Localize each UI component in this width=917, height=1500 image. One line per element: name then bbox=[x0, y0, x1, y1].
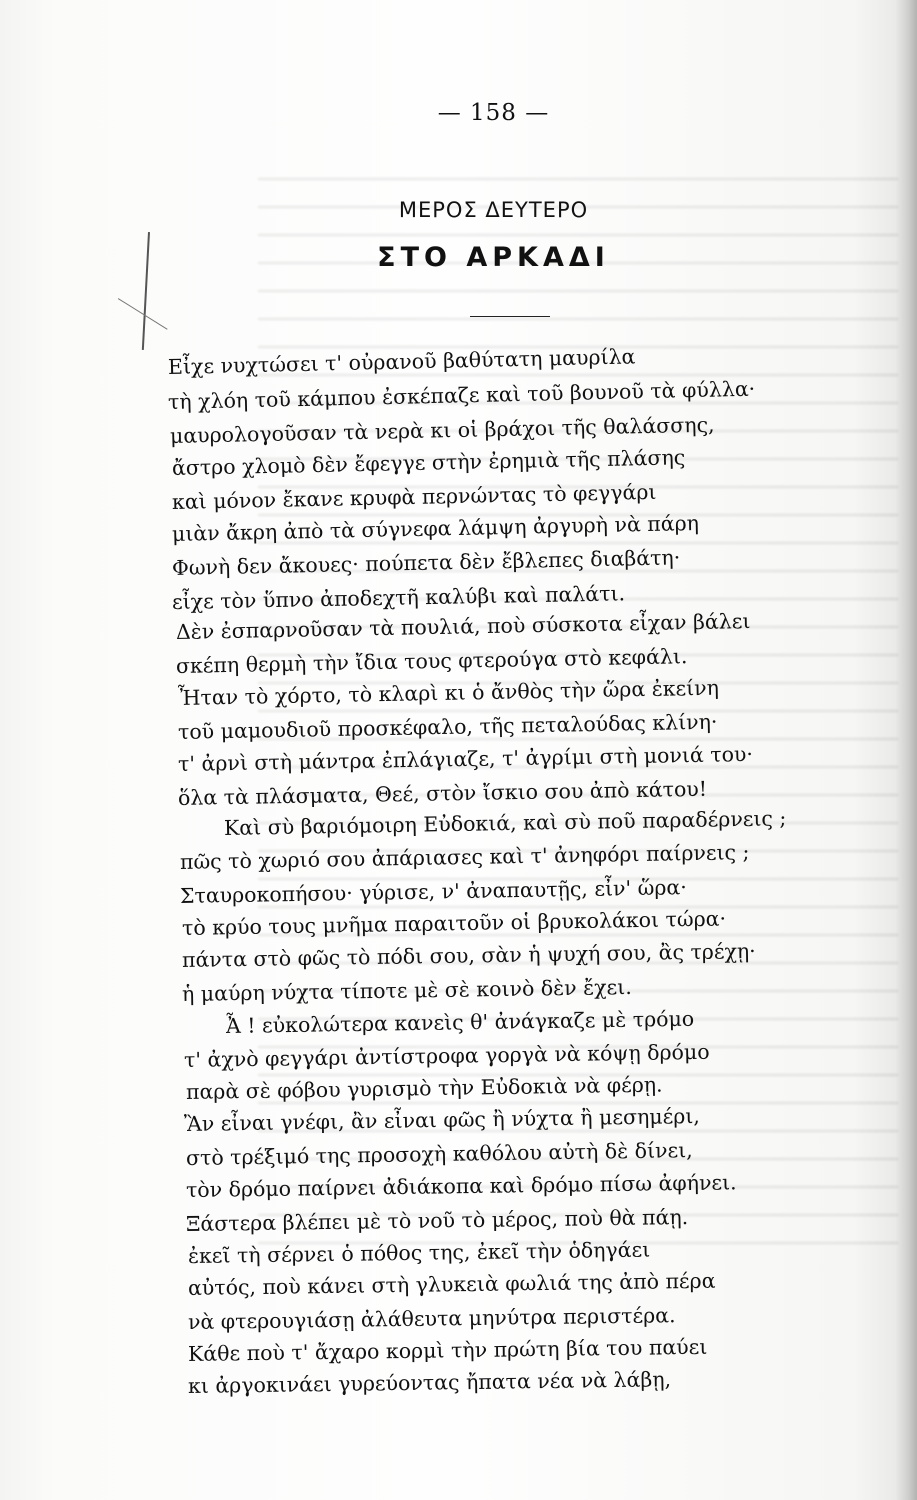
poem-line: Ξάστερα βλέπει μὲ τὸ νοῦ τὸ μέρος, ποὺ θὰ πάῃ. bbox=[185, 1204, 689, 1236]
poem-line: καὶ μόνον ἔκανε κρυφὰ περνώντας τὸ φεγγάρι bbox=[171, 479, 657, 514]
poem-line: τοῦ μαμουδιοῦ προσκέφαλο, τῆς πεταλούδας κλίνη· bbox=[177, 709, 718, 744]
part-title: ΜΕΡΟΣ ΔΕΥΤΕΡΟ bbox=[398, 198, 589, 222]
poem-line: κι ἀργοκινάει γυρεύοντας ἤπατα νέα νὰ λάβῃ, bbox=[187, 1367, 672, 1398]
poem-line: εἶχε τὸν ὕπνο ἀποδεχτῆ καλύβι καὶ παλάτι. bbox=[171, 581, 626, 614]
poem-line: τ' ἀρνὶ στὴ μάντρα ἐπλάγιαζε, τ' ἀγρίμι στὴ μονιά του· bbox=[177, 741, 754, 776]
poem-line: ἐκεῖ τὴ σέρνει ὁ πόθος της, ἐκεῖ τὴν ὁδηγάει bbox=[187, 1237, 651, 1268]
poem-line: τὴ χλόη τοῦ κάμπου ἐσκέπαζε καὶ τοῦ βουνοῦ τὰ φύλλα· bbox=[167, 376, 756, 414]
poem-line: μαυρολογοῦσαν τὰ νερὰ κι οἱ βράχοι τῆς θαλάσσης, bbox=[169, 412, 715, 448]
poem-line: αὐτός, ποὺ κάνει στὴ γλυκειὰ φωλιά της ἀπὸ πέρα bbox=[187, 1268, 716, 1300]
poem-line: Εἶχε νυχτώσει τ' οὐρανοῦ βαθύτατη μαυρίλα bbox=[167, 344, 636, 379]
poem-line: νὰ φτερουγιάσῃ ἀλάθευτα μηνύτρα περιστέρα. bbox=[187, 1303, 676, 1334]
poem-line: τ' ἀχνὸ φεγγάρι ἀντίστροφα γοργὰ νὰ κόψῃ δρόμο bbox=[183, 1039, 710, 1072]
poem-line: μιὰν ἄκρη ἀπὸ τὰ σύγνεφα λάμψη ἀργυρὴ νὰ πάρη bbox=[171, 510, 700, 546]
poem-line: τὸν δρόμο παίρνει ἀδιάκοπα καὶ δρόμο πίσω ἀφήνει. bbox=[185, 1170, 737, 1202]
poem-line: Κάθε ποὺ τ' ἄχαρο κορμὶ τὴν πρώτη βία του παύει bbox=[187, 1334, 708, 1366]
poem-title: ΣΤΟ ΑΡΚΑΔΙ bbox=[377, 242, 610, 273]
poem-line: Δὲν ἐσπαρνοῦσαν τὰ πουλιά, ποὺ σύσκοτα εἶχαν βάλει bbox=[175, 608, 751, 644]
poem-line: σκέπη θερμὴ τὴν ἴδια τους φτερούγα στὸ κεφάλι. bbox=[175, 644, 688, 678]
poem-line: Φωνὴ δεν ἄκουες· πούπετα δὲν ἔβλεπες διαβάτη· bbox=[171, 545, 681, 580]
poem-line: πῶς τὸ χωριό σου ἀπάριασες καὶ τ' ἀνηφόρι παίρνεις ; bbox=[179, 840, 750, 874]
poem-line: Ἂν εἶναι γνέφι, ἂν εἶναι φῶς ἢ νύχτα ἢ μεσημέρι, bbox=[183, 1103, 701, 1136]
poem-line: παρὰ σὲ φόβου γυρισμὸ τὴν Εὐδοκιὰ νὰ φέρῃ. bbox=[185, 1072, 663, 1104]
poem-line: ἄστρο χλομὸ δὲν ἔφεγγε στὴν ἐρημιὰ τῆς πλάσης bbox=[171, 445, 686, 480]
poem-line: Ἆ ! εὐκολώτερα κανεὶς θ' ἀνάγκαζε μὲ τρόμο bbox=[225, 1006, 695, 1038]
poem-line: ἡ μαύρη νύχτα τίποτε μὲ σὲ κοινὸ δὲν ἔχει. bbox=[181, 974, 632, 1006]
poem-line: πάντα στὸ φῶς τὸ πόδι σου, σὰν ἡ ψυχή σου, ἂς τρέχῃ· bbox=[181, 938, 756, 972]
poem-line: τὸ κρύο τους μνῆμα παραιτοῦν οἱ βρυκολάκοι τώρα· bbox=[181, 906, 727, 940]
poem-line: Σταυροκοπήσου· γύρισε, ν' ἀναπαυτῇς, εἶν' ὥρα· bbox=[179, 875, 687, 908]
page-number: — 158 — bbox=[437, 100, 550, 126]
poem-line: ὅλα τὰ πλάσματα, Θεέ, στὸν ἴσκιο σου ἀπὸ κάτου! bbox=[177, 776, 708, 810]
poem-line: στὸ τρέξιμό της προσοχὴ καθόλου αὐτὴ δὲ δίνει, bbox=[185, 1138, 693, 1170]
poem-line: Ἦταν τὸ χόρτο, τὸ κλαρὶ κι ὁ ἄνθὸς τὴν ὥρα ἐκείνη bbox=[177, 675, 720, 710]
poem-line: Καὶ σὺ βαριόμοιρη Εὐδοκιά, καὶ σὺ ποῦ παραδέρνεις ; bbox=[223, 806, 787, 840]
